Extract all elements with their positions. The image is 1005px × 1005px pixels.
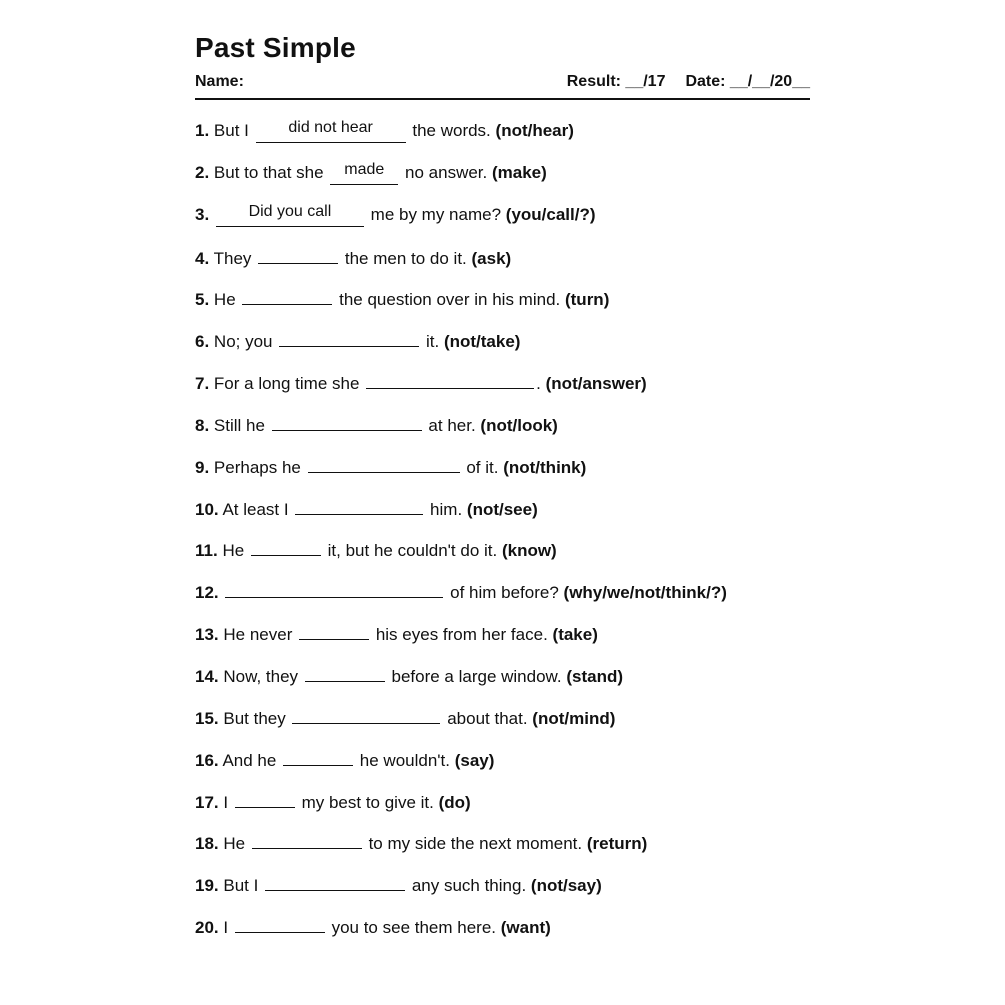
question-2 (195, 161, 810, 203)
question-text-before: But I (213, 121, 249, 140)
question-text-before: He (223, 834, 246, 854)
question-number: 13. (195, 625, 219, 645)
question-text-after: it. (425, 332, 440, 352)
question-number: 17. (195, 792, 219, 812)
answer-blank[interactable] (252, 830, 362, 849)
answer-blank[interactable] (272, 412, 422, 431)
question-5 (195, 286, 810, 328)
answer-blank[interactable] (305, 663, 385, 682)
verb-hint: (take) (552, 625, 598, 645)
answer-blank[interactable] (265, 872, 405, 891)
result-label: Result: __/17 (566, 73, 666, 90)
question-text-before: Still he (213, 415, 265, 435)
question-13 (195, 621, 810, 663)
question-10 (195, 496, 810, 538)
question-1 (195, 119, 810, 161)
answer-blank[interactable] (256, 119, 406, 143)
answer-blank[interactable] (292, 705, 440, 724)
question-19 (195, 872, 810, 914)
question-text-after: my best to give it. (301, 792, 434, 812)
question-3 (195, 203, 810, 245)
question-text-after: the men to do it. (344, 248, 467, 268)
answer-blank[interactable] (242, 286, 332, 305)
page-title: Past Simple (195, 32, 356, 63)
question-number: 16. (195, 750, 219, 770)
verb-hint: (not/see) (466, 499, 538, 519)
verb-hint: (not/think) (503, 457, 587, 477)
answer-blank[interactable] (283, 747, 353, 766)
answer-text: Did you call (248, 202, 332, 220)
header-row (195, 73, 810, 93)
answer-blank[interactable] (295, 496, 423, 515)
question-text-before: He never (223, 625, 293, 645)
verb-hint: (want) (500, 918, 551, 938)
question-number: 14. (195, 666, 219, 686)
answer-blank[interactable] (235, 914, 325, 933)
question-text-after: he wouldn't. (359, 750, 450, 770)
question-text-after: at her. (428, 415, 476, 435)
question-text-before: But they (223, 708, 286, 728)
question-text-before: For a long time she (213, 374, 360, 394)
question-number: 3. (195, 204, 210, 224)
question-text-after: him. (430, 499, 463, 519)
verb-hint: (why/we/not/think/?) (563, 583, 727, 603)
answer-blank[interactable] (225, 579, 443, 598)
date-label: Date: __/__/20__ (685, 73, 810, 90)
question-7 (195, 370, 810, 412)
verb-hint: (ask) (471, 248, 512, 268)
answer-blank[interactable] (308, 454, 460, 473)
answer-blank[interactable] (366, 370, 534, 389)
question-number: 9. (195, 457, 210, 477)
question-text-before: Perhaps he (213, 457, 301, 477)
question-6 (195, 328, 810, 370)
question-number: 12. (195, 583, 219, 603)
question-text-before: I (223, 918, 229, 938)
question-16 (195, 747, 810, 789)
answer-blank[interactable] (235, 789, 295, 808)
question-number: 7. (195, 374, 210, 394)
question-number: 5. (195, 290, 210, 310)
question-number: 20. (195, 918, 219, 938)
answer-text: made (344, 160, 385, 178)
verb-hint: (do) (438, 792, 471, 812)
verb-hint: (stand) (566, 666, 624, 686)
question-number: 19. (195, 876, 219, 896)
question-text-before: They (213, 248, 252, 268)
question-text-after: . (536, 374, 541, 394)
answer-blank[interactable] (279, 328, 419, 347)
question-text-after: any such thing. (411, 876, 527, 896)
question-text-after: me by my name? (370, 204, 502, 224)
question-text-after: his eyes from her face. (375, 625, 548, 645)
question-8 (195, 412, 810, 454)
header-divider (195, 98, 810, 100)
answer-text: did not hear (288, 119, 373, 136)
verb-hint: (not/say) (530, 876, 602, 896)
verb-hint: (not/hear) (495, 121, 574, 140)
verb-hint: (turn) (564, 290, 610, 310)
question-number: 15. (195, 708, 219, 728)
question-text-before: At least I (222, 499, 289, 519)
question-text-before: But I (223, 876, 259, 896)
question-number: 8. (195, 415, 210, 435)
question-text-after: no answer. (405, 162, 488, 182)
question-text-after: it, but he couldn't do it. (327, 541, 498, 561)
question-number: 11. (195, 541, 218, 561)
question-text-before: And he (222, 750, 277, 770)
question-list (195, 119, 810, 956)
question-text-before: I (223, 792, 229, 812)
question-4 (195, 245, 810, 287)
question-number: 1. (195, 121, 210, 140)
question-11 (195, 537, 810, 579)
question-text-before: No; you (213, 332, 273, 352)
question-text-after: to my side the next moment. (368, 834, 583, 854)
question-text-after: of him before? (450, 583, 559, 603)
verb-hint: (make) (492, 162, 547, 182)
question-text-before: He (213, 290, 236, 310)
question-number: 6. (195, 332, 210, 352)
question-text-after: you to see them here. (331, 918, 497, 938)
answer-blank[interactable] (251, 537, 321, 556)
answer-blank[interactable] (216, 202, 364, 227)
question-15 (195, 705, 810, 747)
question-text-after: before a large window. (391, 666, 562, 686)
question-text-after: of it. (466, 457, 499, 477)
question-9 (195, 454, 810, 496)
question-text-before: He (222, 541, 245, 561)
question-20 (195, 914, 810, 956)
question-text-after: the question over in his mind. (339, 290, 561, 310)
question-number: 10. (195, 499, 219, 519)
question-18 (195, 830, 810, 872)
question-number: 2. (195, 162, 210, 182)
question-text-after: about that. (447, 708, 528, 728)
verb-hint: (not/take) (443, 332, 521, 352)
question-text-after: the words. (412, 121, 491, 140)
verb-hint: (know) (501, 541, 557, 561)
verb-hint: (not/look) (480, 415, 558, 435)
answer-blank[interactable] (258, 245, 338, 264)
question-14 (195, 663, 810, 705)
verb-hint: (say) (454, 750, 495, 770)
question-number: 4. (195, 248, 210, 268)
answer-blank[interactable] (299, 621, 369, 640)
question-number: 18. (195, 834, 219, 854)
question-text-before: But to that she (213, 162, 324, 182)
verb-hint: (not/mind) (532, 708, 616, 728)
verb-hint: (return) (586, 834, 648, 854)
question-12 (195, 579, 810, 621)
verb-hint: (not/answer) (545, 374, 647, 394)
verb-hint: (you/call/?) (505, 204, 596, 224)
question-text-before: Now, they (223, 666, 299, 686)
answer-blank[interactable] (330, 160, 398, 185)
result-date-group (567, 73, 810, 91)
name-label: Name: (195, 73, 244, 90)
question-17 (195, 789, 810, 831)
